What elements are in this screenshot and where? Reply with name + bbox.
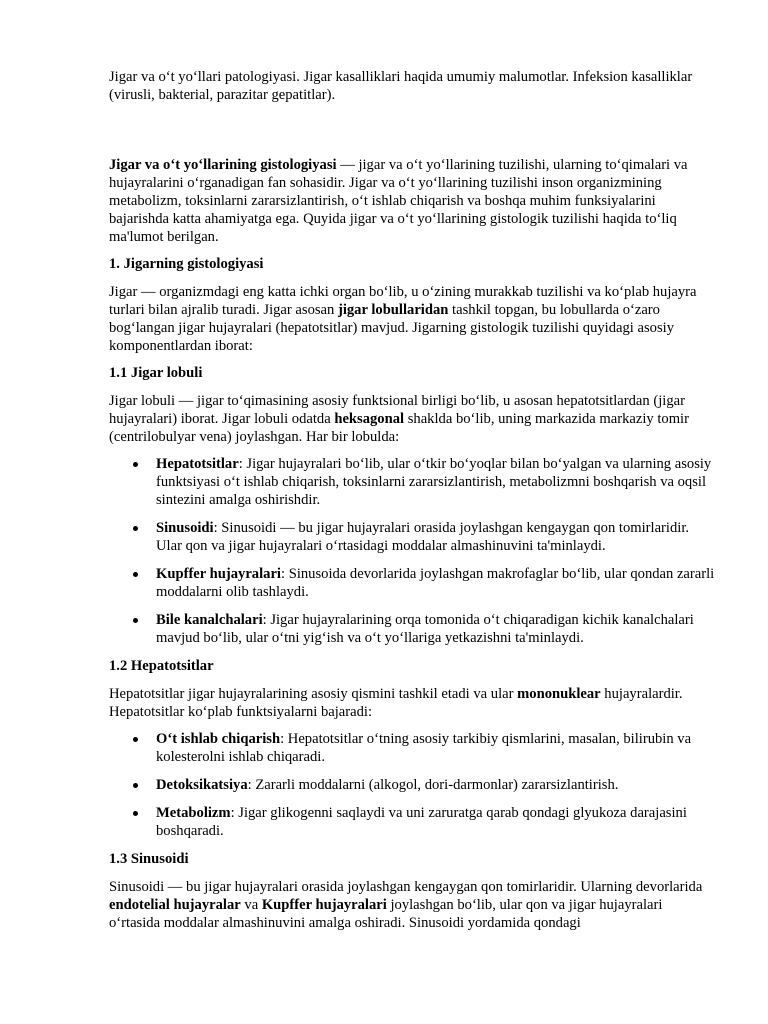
paragraph-text: — jigar va o‘t yo‘llarining tuzilishi, ularning to‘qimalari va hujayralarini o‘rganadigan fan sohasidir. Jigar va o‘t yo‘llarining tuzilishi inson organizmining metabolizm, toksinlarni zararsizlantirish, o‘t ishlab chiqarish va boshqa muhim funksiyalarini bajarishda katta ahamiyatga ega. Quyida jigar va o‘t yo‘llarining gistologik tuzilishi haqida to‘liq ma'lumot berilgan.: [109, 157, 688, 245]
intro-paragraph: Jigar va o‘t yo‘llari patologiyasi. Jigar kasalliklari haqida umumiy malumotlar. Infeksion kasalliklar (virusli, bakterial, parazitar gepatitlar).: [109, 69, 693, 103]
list-text: : Jigar hujayralarining orqa tomonida o‘t chiqaradigan kichik kanalchalari mavjud bo‘lib, ular o‘tni yig‘ish va o‘t yo‘llariga yetkazishni ta'minlaydi.: [156, 612, 694, 646]
paragraph-text: va: [240, 897, 262, 913]
list-term: Kupffer hujayralari: [156, 566, 281, 582]
paragraph-sinusoids: [109, 878, 717, 932]
list-term: Hepatotsitlar: [156, 456, 239, 472]
paragraph-text: Jigar lobuli — jigar to‘qimasining asosiy funktsional birligi bo‘lib, u asosan hepatotsitlardan (jigar hujayralari) iborat. Jigar lobuli odatda: [109, 393, 685, 427]
paragraph-histology-intro: [109, 156, 717, 246]
list-item: [156, 519, 717, 555]
list-text: : Sinusoida devorlarida joylashgan makrofaglar bo‘lib, ular qondan zararli moddalarni olib tashlaydi.: [156, 566, 715, 600]
list-term: Detoksikatsiya: [156, 777, 248, 793]
document-body: [109, 68, 717, 941]
list-term: Bile kanalchalari: [156, 612, 263, 628]
heading-liver-lobule: 1.1 Jigar lobuli: [109, 365, 203, 381]
list-text: : Jigar glikogenni saqlaydi va uni zaruratga qarab qondagi glyukoza darajasini boshqaradi.: [156, 805, 687, 839]
hepatocyte-functions-list: [109, 730, 717, 840]
list-item: [156, 776, 717, 794]
bold-term: jigar lobullaridan: [337, 302, 449, 318]
list-text: : Jigar hujayralari bo‘lib, ular o‘tkir bo‘yoqlar bilan bo‘yalgan va ularning asosiy funktsiyasi o‘t ishlab chiqarish, toksinlarni zararsizlantirish, metabolizmni boshqarish va oqsil sintezini amalga oshirishdir.: [156, 456, 712, 508]
list-term: Metabolizm: [156, 805, 231, 821]
list-text: : Hepatotsitlar o‘tning asosiy tarkibiy qismlarini, masalan, bilirubin va kolesterolni ishlab chiqaradi.: [156, 731, 692, 765]
list-term: O‘t ishlab chiqarish: [156, 731, 281, 747]
list-text: : Sinusoidi — bu jigar hujayralari orasida joylashgan kengaygan qon tomirlaridir. Ular qon va jigar hujayralari o‘rtasidagi moddalar almashinuvini ta'minlaydi.: [156, 520, 690, 554]
list-item: [156, 611, 717, 647]
paragraph-text: Sinusoidi — bu jigar hujayralari orasida joylashgan kengaygan qon tomirlaridir. Ularning devorlarida: [109, 879, 703, 895]
list-term: Sinusoidi: [156, 520, 214, 536]
bold-term: Jigar va o‘t yo‘llarining gistologiyasi: [109, 157, 337, 173]
bold-term: Kupffer hujayralari: [261, 897, 387, 913]
paragraph-text: Jigar — organizmdagi eng katta ichki organ bo‘lib, u o‘zining murakkab tuzilishi va ko‘plab hujayra turlari bilan ajralib turadi. Jigar asosan: [109, 284, 697, 318]
bold-term: heksagonal: [334, 411, 405, 427]
paragraph-liver: [109, 283, 717, 355]
bold-term: endotelial hujayralar: [109, 897, 241, 913]
heading-liver-histology: 1. Jigarning gistologiyasi: [109, 256, 264, 272]
list-item: [156, 730, 717, 766]
paragraph-text: joylashgan bo‘lib, ular qon va jigar hujayralari o‘rtasida moddalar almashinuvini amalga oshiradi. Sinusoidi yordamida qondagi: [109, 897, 663, 931]
paragraph-text: hujayralardir. Hepatotsitlar ko‘plab funktsiyalarni bajaradi:: [109, 686, 683, 720]
list-item: [156, 455, 717, 509]
paragraph-text: shaklda bo‘lib, uning markazida markaziy tomir (centrilobulyar vena) joylashgan. Har bir lobulda:: [109, 411, 689, 445]
paragraph-lobule: [109, 392, 717, 446]
heading-hepatocytes: 1.2 Hepatotsitlar: [109, 658, 214, 674]
list-text: : Zararli moddalarni (alkogol, dori-darmonlar) zararsizlantirish.: [247, 777, 619, 793]
list-item: [156, 804, 717, 840]
list-item: [156, 565, 717, 601]
heading-sinusoids: 1.3 Sinusoidi: [109, 851, 189, 867]
paragraph-hepatocytes: [109, 685, 717, 721]
paragraph-text: Hepatotsitlar jigar hujayralarining asosiy qismini tashkil etadi va ular: [109, 686, 518, 702]
paragraph-text: tashkil topgan, bu lobullarda o‘zaro bog‘langan jigar hujayralari (hepatotsitlar) mavjud. Jigarning gistologik tuzilishi quyidagi asosiy komponentlardan iborat:: [109, 302, 674, 354]
lobule-components-list: [109, 455, 717, 647]
bold-term: mononuklear: [517, 686, 601, 702]
